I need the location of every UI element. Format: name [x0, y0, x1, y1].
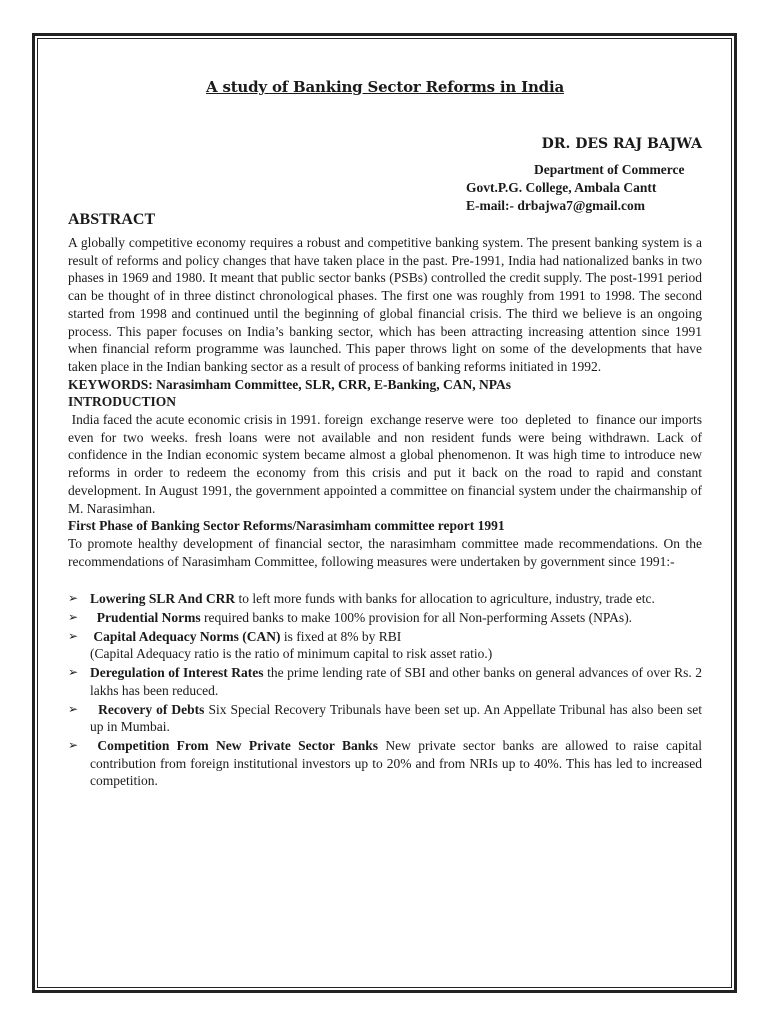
author-email: E-mail:- drbajwa7@gmail.com — [466, 198, 646, 213]
author-affiliation — [466, 161, 684, 215]
measure-title: Recovery of Debts — [90, 701, 205, 717]
abstract-text: A globally competitive economy requires a robust and competitive banking system. The present banking system is a result of reforms and policy changes that have taken place in the past. Pre-1991, India had nationalized banks in two phases in 1969 and 1980. It meant that public sector banks (PSBs) controlled the credit supply. The post-1991 period can be thought of in three distinct chronological phases. The first one was roughly from 1991 to 1998. The second started from 1998 and continued until the beginning of global financial crisis. The third we believe is an ongoing process. This paper focuses on India’s banking sector, which has been attracting increasing attention since 1991 when financial reform programme was launched. This paper throws light on some of the developments that have taken place in the Indian banking sector as a result of process of banking reforms initiated in 1992. — [68, 235, 702, 374]
college: Govt.P.G. College, Ambala Cantt — [466, 180, 657, 195]
arrow-bullet-icon: ➢ — [68, 628, 79, 643]
document-title: A study of Banking Sector Reforms in India — [206, 78, 564, 96]
list-item — [68, 590, 702, 608]
introduction-text: India faced the acute economic crisis in 1991. foreign exchange reserve were too depleted to finance our imports even for two weeks. fresh loans were not available and non resident funds were being withdrawn. Lack of confidence in the Indian economic system became almost a global phenomenon. It was high time to introduce new reforms in order to redeem the economy from this crisis and put it back on the road to rapid and constant development. In August 1991, the government appointed a committee on financial system under the chairmanship of M. Narasimhan. — [68, 412, 706, 516]
abstract-heading: ABSTRACT — [68, 211, 156, 228]
first-phase-heading: First Phase of Banking Sector Reforms/Narasimham committee report 1991 — [68, 518, 505, 534]
list-item — [68, 664, 702, 699]
measures-list — [68, 590, 702, 790]
list-item — [68, 628, 702, 663]
measure-title: Capital Adequacy Norms (CAN) — [90, 628, 281, 644]
document-body — [68, 234, 706, 791]
introduction-heading: INTRODUCTION — [68, 394, 177, 410]
list-item — [68, 701, 702, 736]
list-item — [68, 609, 702, 627]
author-name: DR. DES RAJ BAJWA — [541, 136, 702, 152]
measure-text: is fixed at 8% by RBI — [280, 628, 402, 644]
measure-text: Six Special Recovery Tribunals have been set up. An Appellate Tribunal has also been set up in Mumbai. — [90, 701, 702, 735]
list-item — [68, 737, 702, 790]
measure-title: Prudential Norms — [90, 610, 201, 626]
measure-note: (Capital Adequacy ratio is the ratio of minimum capital to risk asset ratio.) — [90, 646, 493, 662]
measure-title: Competition From New Private Sector Banks — [90, 737, 379, 753]
keywords: KEYWORDS: Narasimham Committee, SLR, CRR, E-Banking, CAN, NPAs — [68, 376, 512, 392]
measure-text: New private sector banks are allowed to raise capital contribution from foreign institutional investors up to 20% and from NRIs up to 40%. This has led to increased competition. — [90, 737, 702, 789]
department: Department of Commerce — [534, 162, 685, 177]
measure-text: to left more funds with banks for allocation to agriculture, industry, trade etc. — [235, 591, 655, 607]
arrow-bullet-icon: ➢ — [68, 737, 79, 752]
measure-title: Lowering SLR And CRR — [90, 591, 236, 607]
first-phase-text: To promote healthy development of financial sector, the narasimham committee made recommendations. On the recommendations of Narasimham Committee, following measures were undertaken by government since 1991:- — [68, 535, 702, 569]
measure-text: required banks to make 100% provision for all Non-performing Assets (NPAs). — [200, 610, 633, 626]
arrow-bullet-icon: ➢ — [68, 591, 79, 606]
measure-text: the prime lending rate of SBI and other banks on general advances of over Rs. 2 lakhs has been reduced. — [90, 665, 702, 698]
arrow-bullet-icon: ➢ — [68, 701, 79, 716]
measure-title: Deregulation of Interest Rates — [90, 665, 264, 681]
arrow-bullet-icon: ➢ — [68, 665, 79, 680]
document-page — [68, 78, 706, 789]
arrow-bullet-icon: ➢ — [68, 610, 79, 625]
